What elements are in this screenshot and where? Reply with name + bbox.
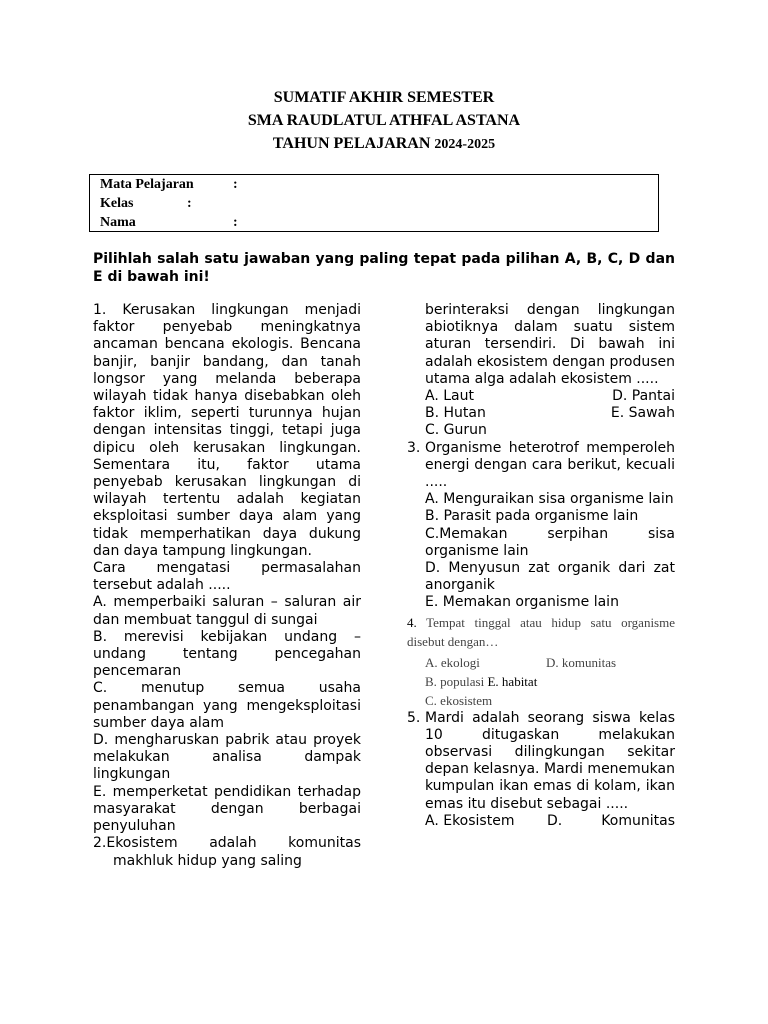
name-row — [100, 213, 136, 232]
question-2-option-a: A. Laut — [425, 388, 474, 405]
name-colon: : — [233, 215, 238, 230]
question-4-option-d: D. komunitas — [546, 654, 617, 670]
question-1-option-c: C. menutup semua usaha penambangan yang mengeksploitasi sumber daya alam — [93, 680, 361, 731]
question-4-option-b: B. populasi — [425, 673, 485, 689]
question-2-option-d: D. Pantai — [612, 388, 675, 405]
subject-label: Mata Pelajaran — [100, 177, 194, 192]
question-1-prompt: Cara mengatasi permasalahan tersebut adalah ..... — [93, 560, 361, 594]
subject-colon: : — [233, 177, 238, 192]
question-1-option-e: E. memperketat pendidikan terhadap masyarakat dengan berbagai penyuluhan — [93, 783, 361, 835]
question-4-options-ad — [407, 651, 675, 672]
question-2-option-c: C. Gurun — [425, 422, 487, 439]
right-column — [407, 302, 675, 830]
question-3 — [407, 440, 675, 492]
left-column — [93, 302, 361, 870]
school-name: SMA RAUDLATUL ATHFAL ASTANA — [247, 112, 521, 129]
class-colon: : — [187, 196, 192, 211]
academic-year-label: TAHUN PELAJARAN — [272, 135, 435, 152]
question-5-text: Mardi adalah seorang siswa kelas 10 ditugaskan melakukan observasi dilingkungan sekitar depan kelasnya. Mardi menemukan kumpulan ikan emas di kolam, ikan emas itu disebut sebagai ..... — [425, 709, 675, 812]
academic-year — [0, 133, 768, 156]
question-4-text: Tempat tinggal atau hidup satu organisme disebut dengan… — [407, 614, 675, 649]
question-3-number: 3. — [407, 439, 421, 456]
question-1-text: 1. Kerusakan lingkungan menjadi faktor penyebab meningkatnya ancaman bencana ekologis. Bencana banjir, banjir bandang, dan tanah longsor yang melanda beberapa wilayah tidak hanya disebabkan oleh faktor iklim, seperti turunnya hujan dengan intensitas tinggi, tetapi juga dipicu oleh kerusakan lingkungan. Sementara itu, faktor utama penyebab kerusakan lingkungan di wilayah tertentu adalah kegiatan eksploitasi sumber daya alam yang tidak memperhatikan daya dukung dan daya tampung lingkungan. — [93, 302, 361, 559]
question-1-option-b: B. merevisi kebijakan undang – undang tentang pencegahan pencemaran — [93, 628, 361, 680]
question-3-option-c: C.Memakan serpihan sisa organisme lain — [425, 525, 675, 559]
question-3-text: Organisme heterotrof memperoleh energi dengan cara berikut, kecuali ..... — [425, 439, 675, 491]
instruction: Pilihlah salah satu jawaban yang paling tepat pada pilihan A, B, C, D dan E di bawah ini! — [93, 251, 675, 285]
question-3-option-b: B. Parasit pada organisme lain — [425, 508, 639, 525]
question-2-start: 2.Ekosistem adalah komunitas makhluk hidup yang saling — [93, 835, 361, 869]
academic-year-value: 2024-2025 — [434, 137, 496, 152]
question-3-option-e: E. Memakan organisme lain — [425, 594, 619, 611]
question-1-option-a: A. memperbaiki saluran – saluran air dan membuat tanggul di sungai — [93, 594, 361, 628]
question-3-option-a: A. Menguraikan sisa organisme lain — [425, 491, 674, 508]
question-4-number: 4. — [407, 614, 417, 630]
question-2-options-ad — [407, 388, 675, 405]
question-5-options-ad — [407, 813, 675, 830]
question-5-option-a: A. Ekosistem — [425, 812, 515, 829]
class-label: Kelas — [100, 196, 134, 211]
student-info-box — [89, 174, 659, 232]
question-4-options-be — [407, 672, 675, 691]
question-2-continued: berinteraksi dengan lingkungan abiotiknya dalam suatu sistem aturan tersendiri. Di bawah ini adalah ekosistem dengan produsen utama alga adalah ekosistem ..... — [425, 302, 675, 387]
question-2-options-be — [407, 405, 675, 422]
question-2-option-b: B. Hutan — [425, 405, 486, 422]
question-5-number: 5. — [407, 709, 421, 726]
question-4 — [407, 613, 675, 651]
question-3-option-d: D. Menyusun zat organik dari zat anorganik — [425, 560, 675, 594]
name-label: Nama — [100, 215, 136, 230]
question-1-option-d: D. mengharuskan pabrik atau proyek melakukan analisa dampak lingkungan — [93, 732, 361, 783]
question-4-option-a: A. ekologi — [425, 654, 480, 670]
question-5 — [407, 710, 675, 813]
question-5-option-d: D. Komunitas — [547, 812, 675, 829]
subject-row — [100, 175, 194, 194]
exam-title: SUMATIF AKHIR SEMESTER — [273, 89, 495, 106]
question-4-option-c: C. ekosistem — [425, 692, 493, 708]
class-row — [100, 194, 133, 213]
question-4-option-e: E. habitat — [487, 673, 538, 689]
question-2-option-e: E. Sawah — [610, 405, 675, 422]
